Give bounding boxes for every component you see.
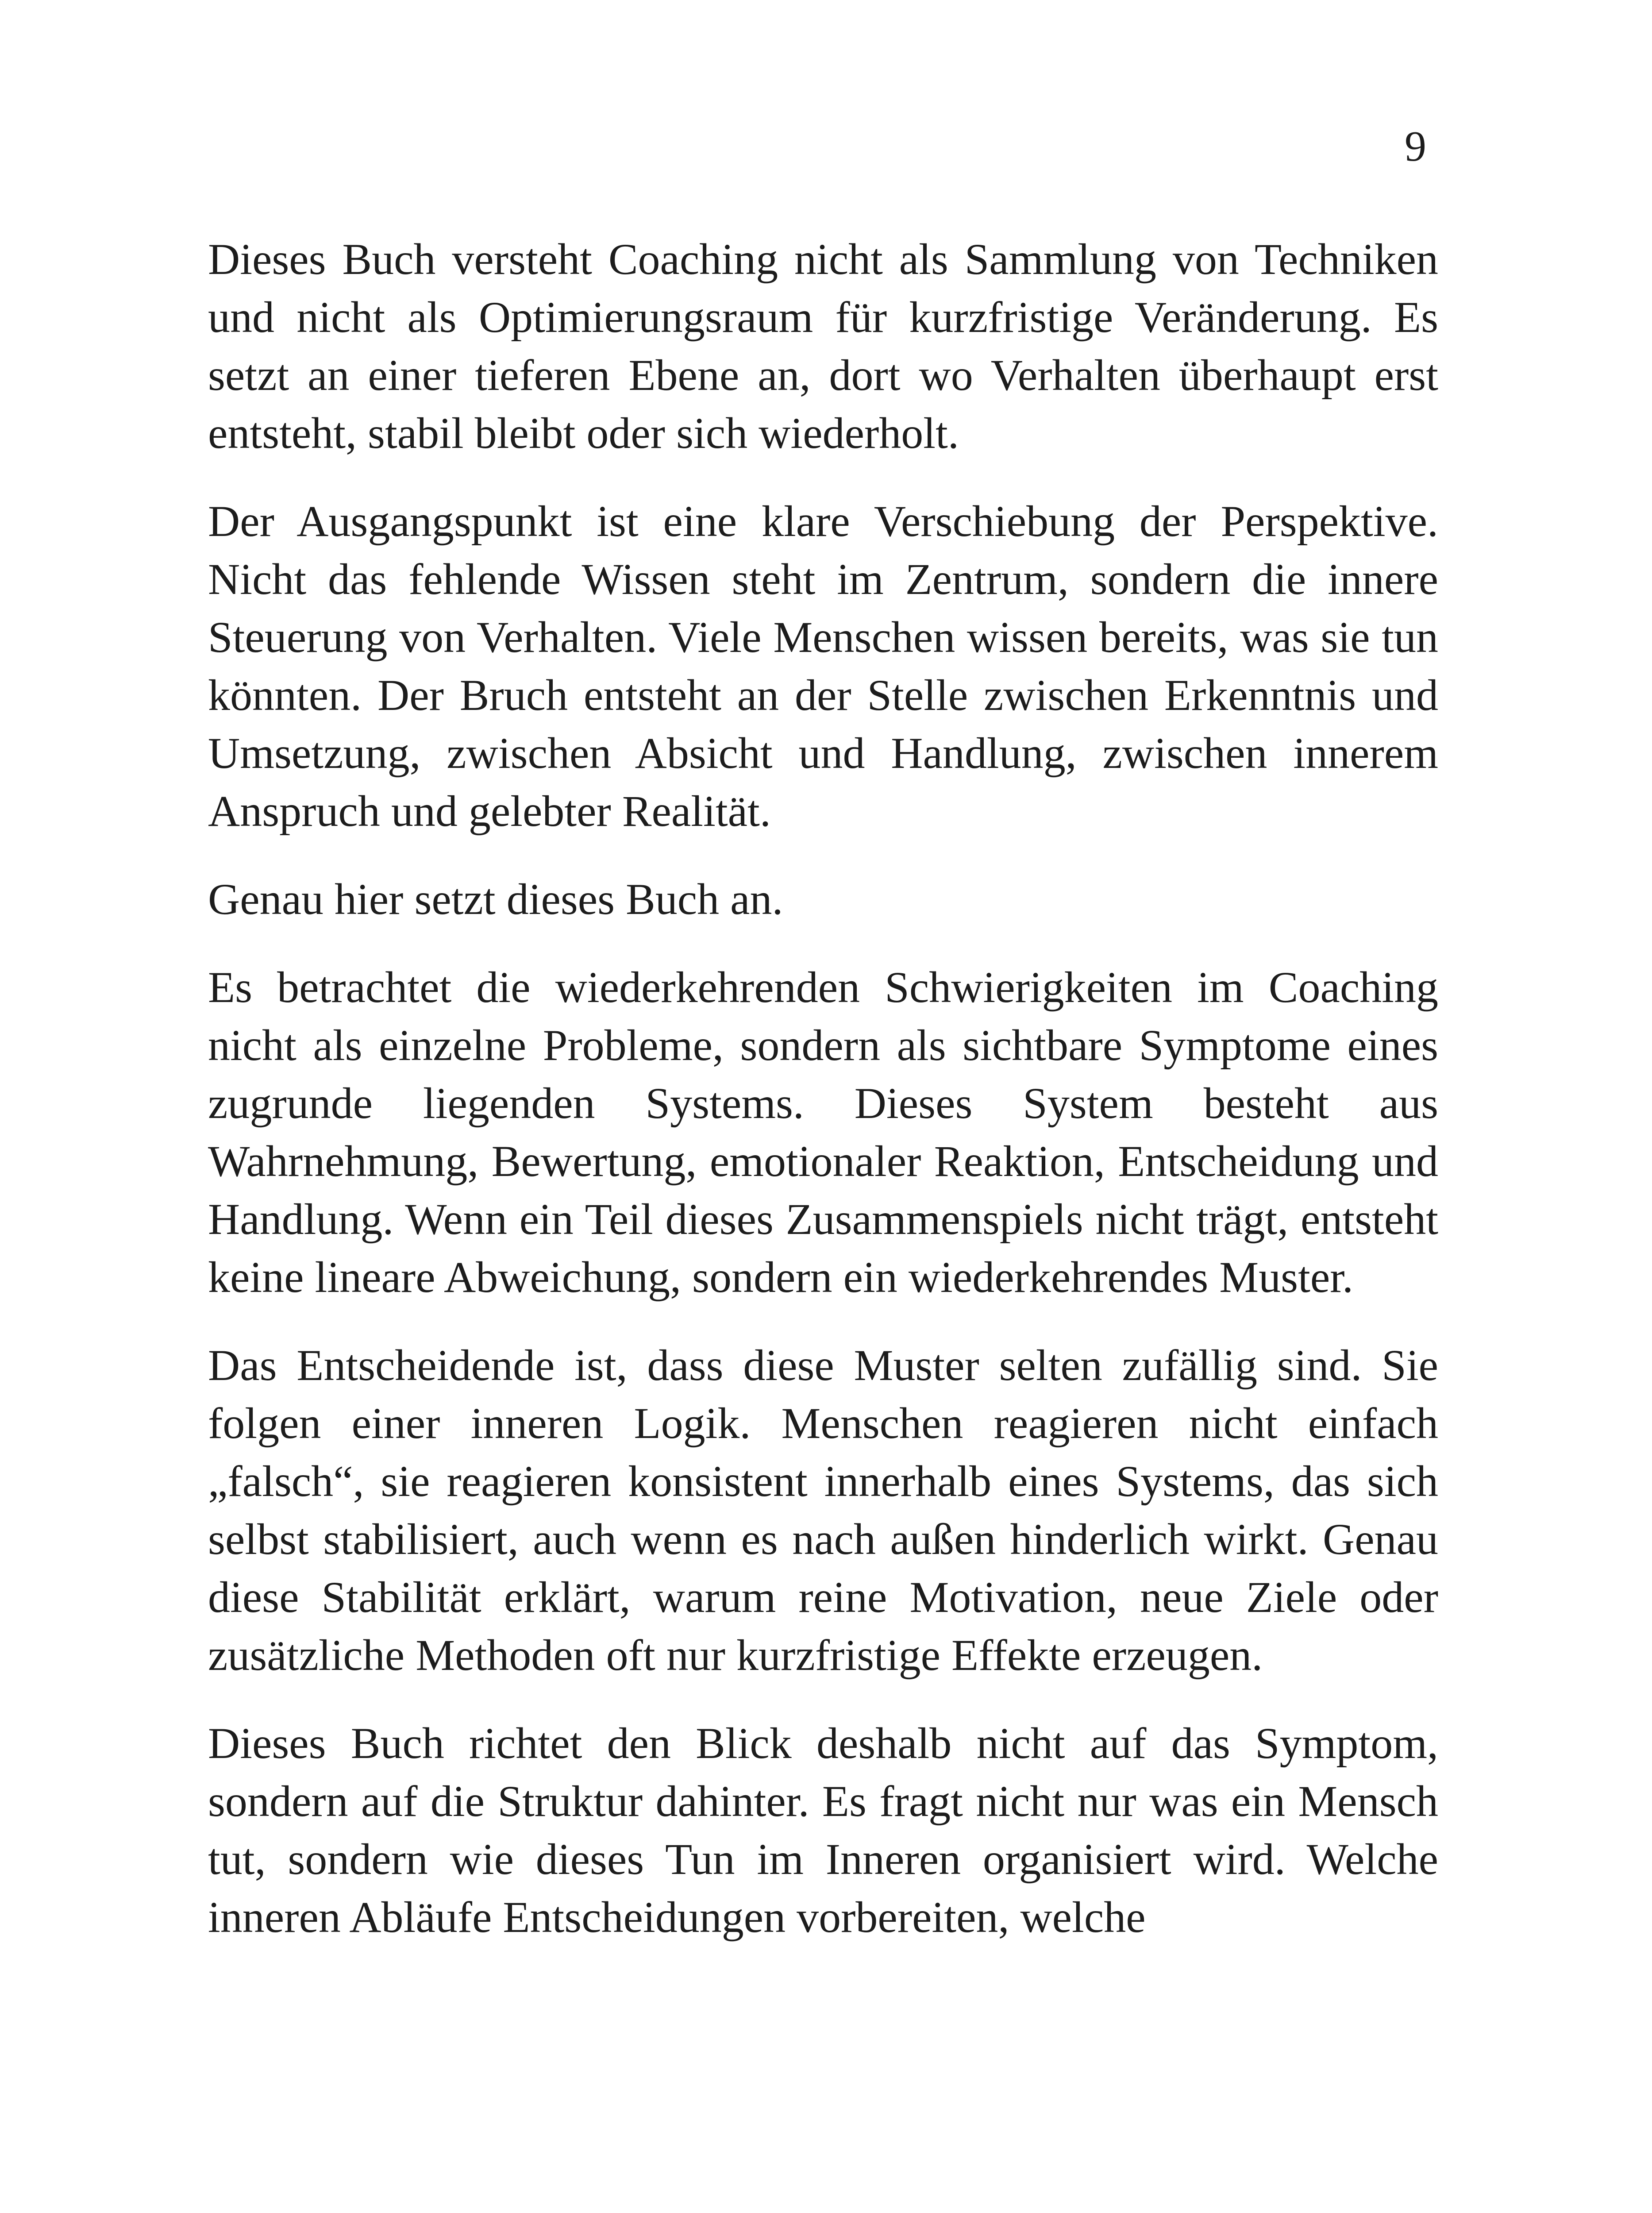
body-text <box>208 230 1438 1976</box>
paragraph-5: Das Entscheidende ist, dass diese Muster selten zufällig sind. Sie folgen einer inneren Logik. Menschen reagieren nicht einfach „falsch“, sie reagieren konsistent innerhalb eines Systems, das sich selbst stabilisiert, auch wenn es nach außen hinderlich wirkt. Genau diese Stabilität erklärt, warum reine Motivation, neue Ziele oder zusätzliche Methoden oft nur kurzfristige Effekte erzeugen. <box>208 1341 1438 1680</box>
paragraph-1: Dieses Buch versteht Coaching nicht als Sammlung von Techniken und nicht als Optimierungsraum für kurzfristige Veränderung. Es setzt an einer tieferen Ebene an, dort wo Verhalten überhaupt erst entsteht, stabil bleibt oder sich wiederholt. <box>208 235 1438 458</box>
paragraph-3: Genau hier setzt dieses Buch an. <box>208 875 783 924</box>
paragraph-2: Der Ausgangspunkt ist eine klare Verschiebung der Perspektive. Nicht das fehlende Wissen steht im Zentrum, sondern die innere Steuerung von Verhalten. Viele Menschen wissen bereits, was sie tun könnten. Der Bruch entsteht an der Stelle zwischen Erkenntnis und Umsetzung, zwischen Absicht und Handlung, zwischen innerem Anspruch und gelebter Realität. <box>208 497 1438 836</box>
paragraph-4: Es betrachtet die wiederkehrenden Schwierigkeiten im Coaching nicht als einzelne Probleme, sondern als sichtbare Symptome eines zugrunde liegenden Systems. Dieses System besteht aus Wahrnehmung, Bewertung, emotionaler Reaktion, Entscheidung und Handlung. Wenn ein Teil dieses Zusammenspiels nicht trägt, entsteht keine lineare Abweichung, sondern ein wiederkehrendes Muster. <box>208 963 1438 1302</box>
page-number: 9 <box>1405 123 1426 170</box>
paragraph-6: Dieses Buch richtet den Blick deshalb nicht auf das Symptom, sondern auf die Struktur dahinter. Es fragt nicht nur was ein Mensch tut, sondern wie dieses Tun im Inneren organisiert wird. Welche inneren Abläufe Entscheidungen vorbereiten, welche <box>208 1719 1438 1942</box>
